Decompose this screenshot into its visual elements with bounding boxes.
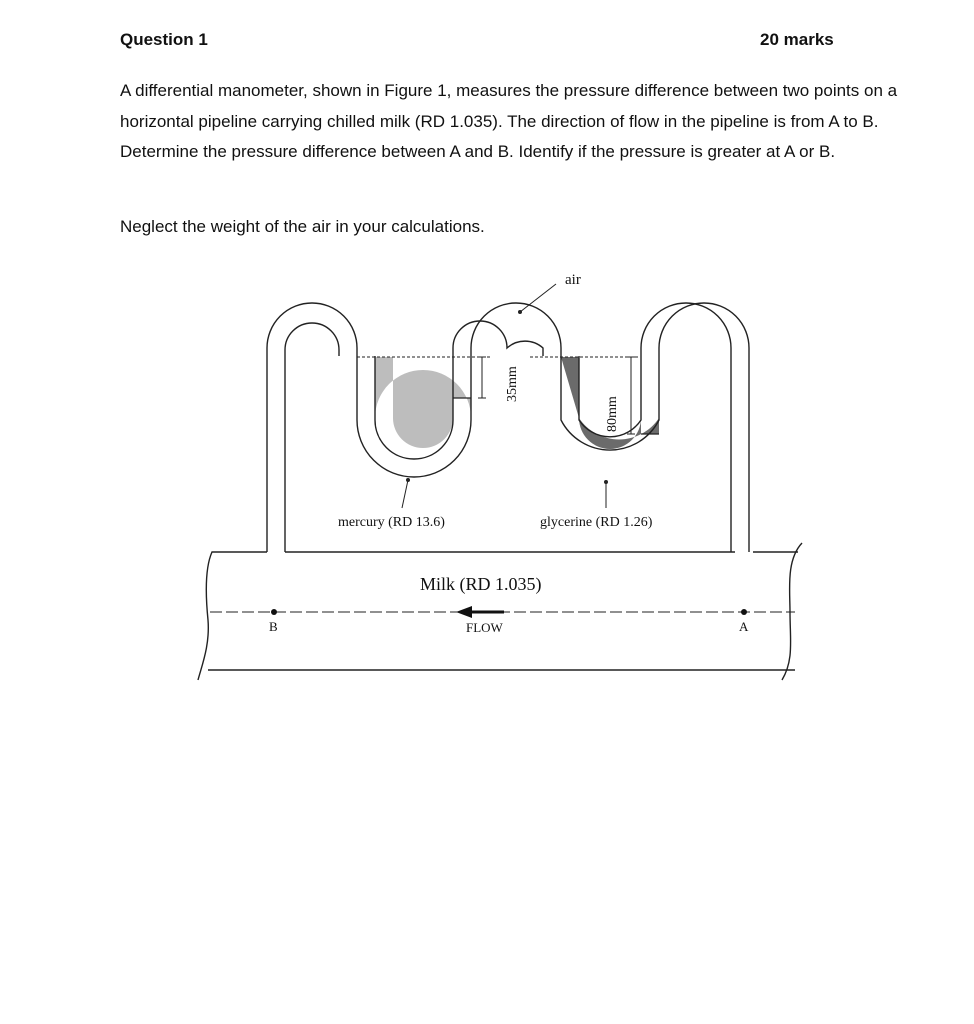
flow-arrow-icon <box>456 606 504 618</box>
label-flow: FLOW <box>466 620 503 635</box>
air-leader-line <box>520 284 556 312</box>
label-80mm: 80mm <box>605 396 620 432</box>
point-a-dot <box>741 609 747 615</box>
label-milk: Milk (RD 1.035) <box>420 574 542 594</box>
label-b: B <box>269 619 278 634</box>
mercury-u-tube <box>357 303 561 477</box>
question-title: Question 1 <box>120 30 208 49</box>
manometer-figure <box>190 260 810 690</box>
label-mercury: mercury (RD 13.6) <box>338 515 445 530</box>
point-b-dot <box>271 609 277 615</box>
dimension-35mm <box>478 357 486 398</box>
label-glycerine: glycerine (RD 1.26) <box>540 515 653 530</box>
mercury-leader-line <box>402 480 408 508</box>
glycerine-leader-dot <box>604 480 608 484</box>
mercury-leader-dot <box>406 478 410 482</box>
instruction-paragraph: Neglect the weight of the air in your calculations. <box>120 217 485 236</box>
label-a: A <box>739 619 749 634</box>
marks-label: 20 marks <box>760 30 834 49</box>
label-35mm: 35mm <box>505 366 520 402</box>
air-leader-dot <box>518 310 522 314</box>
label-air: air <box>565 272 581 288</box>
mercury-fill <box>357 357 471 448</box>
question-paragraph: A differential manometer, shown in Figure 1, measures the pressure difference between two points on a horizontal pipeline carrying chilled milk (RD 1.035). The direction of flow in the pipeline is from A to B. Determine the pressure difference between A and B. Identify if the pressure is greater at A or B. <box>120 81 898 161</box>
dimension-80mm <box>627 357 635 434</box>
